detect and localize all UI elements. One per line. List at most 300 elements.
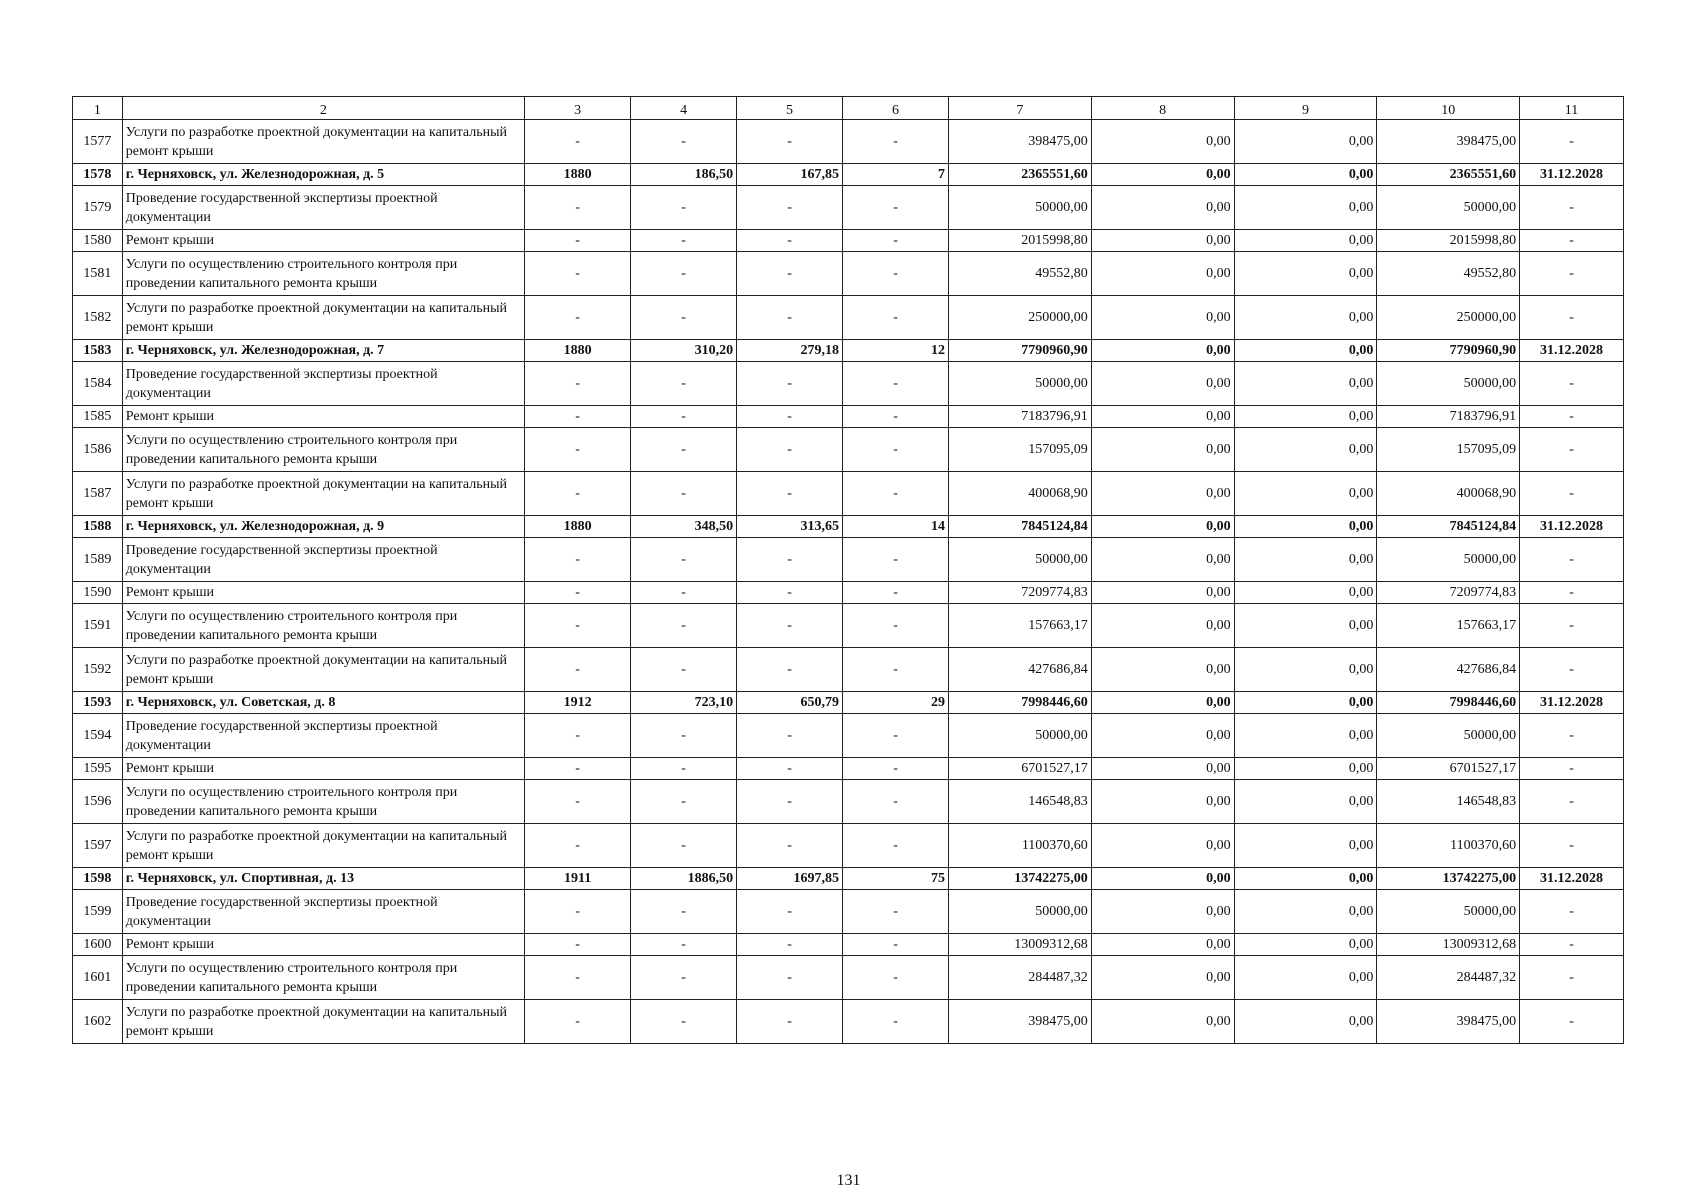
column-header: 3 — [525, 97, 631, 120]
name-cell: Услуги по осуществлению строительного контроля при проведении капитального ремонта крыши — [122, 252, 524, 296]
col11-cell: 31.12.2028 — [1520, 516, 1624, 538]
row-number-cell: 1602 — [73, 1000, 123, 1044]
col3-cell: - — [525, 362, 631, 406]
col8-cell: 0,00 — [1091, 890, 1234, 934]
table-row — [73, 604, 1624, 648]
table-row — [73, 648, 1624, 692]
col11-cell: - — [1520, 230, 1624, 252]
col9-cell: 0,00 — [1234, 1000, 1377, 1044]
address-row — [73, 692, 1624, 714]
col11-cell: - — [1520, 472, 1624, 516]
col5-cell: - — [737, 296, 843, 340]
col4-cell: - — [631, 120, 737, 164]
col8-cell: 0,00 — [1091, 758, 1234, 780]
col10-cell: 398475,00 — [1377, 1000, 1520, 1044]
col8-cell: 0,00 — [1091, 780, 1234, 824]
col9-cell: 0,00 — [1234, 538, 1377, 582]
col4-cell: 723,10 — [631, 692, 737, 714]
col8-cell: 0,00 — [1091, 868, 1234, 890]
col9-cell: 0,00 — [1234, 340, 1377, 362]
col3-cell: - — [525, 824, 631, 868]
col7-cell: 2365551,60 — [949, 164, 1092, 186]
table-row — [73, 296, 1624, 340]
col3-cell: - — [525, 186, 631, 230]
col8-cell: 0,00 — [1091, 340, 1234, 362]
col11-cell: - — [1520, 758, 1624, 780]
col5-cell: - — [737, 890, 843, 934]
col10-cell: 7790960,90 — [1377, 340, 1520, 362]
col5-cell: 167,85 — [737, 164, 843, 186]
col11-cell: 31.12.2028 — [1520, 340, 1624, 362]
col4-cell: - — [631, 296, 737, 340]
col9-cell: 0,00 — [1234, 582, 1377, 604]
col3-cell: - — [525, 230, 631, 252]
table-body — [73, 120, 1624, 1044]
col4-cell: 348,50 — [631, 516, 737, 538]
table-row — [73, 714, 1624, 758]
table-row — [73, 120, 1624, 164]
row-number-cell: 1580 — [73, 230, 123, 252]
col9-cell: 0,00 — [1234, 428, 1377, 472]
table-row — [73, 1000, 1624, 1044]
col4-cell: - — [631, 890, 737, 934]
col5-cell: - — [737, 362, 843, 406]
col11-cell: - — [1520, 824, 1624, 868]
name-cell: Услуги по осуществлению строительного контроля при проведении капитального ремонта крыши — [122, 604, 524, 648]
col5-cell: - — [737, 252, 843, 296]
col3-cell: - — [525, 472, 631, 516]
col9-cell: 0,00 — [1234, 714, 1377, 758]
name-cell: Проведение государственной экспертизы проектной документации — [122, 538, 524, 582]
column-header: 6 — [843, 97, 949, 120]
col6-cell: - — [843, 252, 949, 296]
table-row — [73, 890, 1624, 934]
col11-cell: - — [1520, 538, 1624, 582]
col9-cell: 0,00 — [1234, 780, 1377, 824]
col5-cell: - — [737, 604, 843, 648]
col11-cell: - — [1520, 582, 1624, 604]
col6-cell: 14 — [843, 516, 949, 538]
col6-cell: - — [843, 758, 949, 780]
name-cell: г. Черняховск, ул. Железнодорожная, д. 9 — [122, 516, 524, 538]
col5-cell: - — [737, 824, 843, 868]
col6-cell: - — [843, 120, 949, 164]
col7-cell: 50000,00 — [949, 714, 1092, 758]
col5-cell: 650,79 — [737, 692, 843, 714]
header-row — [73, 97, 1624, 120]
name-cell: Услуги по разработке проектной документации на капитальный ремонт крыши — [122, 120, 524, 164]
name-cell: Услуги по разработке проектной документации на капитальный ремонт крыши — [122, 824, 524, 868]
col9-cell: 0,00 — [1234, 252, 1377, 296]
col10-cell: 50000,00 — [1377, 186, 1520, 230]
col6-cell: - — [843, 428, 949, 472]
col8-cell: 0,00 — [1091, 120, 1234, 164]
col10-cell: 250000,00 — [1377, 296, 1520, 340]
column-header: 10 — [1377, 97, 1520, 120]
table-row — [73, 582, 1624, 604]
col5-cell: 313,65 — [737, 516, 843, 538]
column-header: 5 — [737, 97, 843, 120]
col9-cell: 0,00 — [1234, 934, 1377, 956]
name-cell: Услуги по осуществлению строительного контроля при проведении капитального ремонта крыши — [122, 956, 524, 1000]
col7-cell: 250000,00 — [949, 296, 1092, 340]
col10-cell: 7209774,83 — [1377, 582, 1520, 604]
table-row — [73, 780, 1624, 824]
row-number-cell: 1589 — [73, 538, 123, 582]
col7-cell: 6701527,17 — [949, 758, 1092, 780]
name-cell: г. Черняховск, ул. Железнодорожная, д. 7 — [122, 340, 524, 362]
col7-cell: 50000,00 — [949, 362, 1092, 406]
col8-cell: 0,00 — [1091, 538, 1234, 582]
col5-cell: 1697,85 — [737, 868, 843, 890]
column-header: 8 — [1091, 97, 1234, 120]
row-number-cell: 1597 — [73, 824, 123, 868]
col9-cell: 0,00 — [1234, 758, 1377, 780]
col3-cell: - — [525, 758, 631, 780]
col11-cell: - — [1520, 780, 1624, 824]
name-cell: Проведение государственной экспертизы проектной документации — [122, 362, 524, 406]
col10-cell: 1100370,60 — [1377, 824, 1520, 868]
col6-cell: 12 — [843, 340, 949, 362]
col6-cell: - — [843, 890, 949, 934]
name-cell: Проведение государственной экспертизы проектной документации — [122, 714, 524, 758]
col4-cell: - — [631, 956, 737, 1000]
col4-cell: - — [631, 604, 737, 648]
name-cell: Услуги по осуществлению строительного контроля при проведении капитального ремонта крыши — [122, 780, 524, 824]
col6-cell: - — [843, 648, 949, 692]
col4-cell: - — [631, 362, 737, 406]
col10-cell: 2015998,80 — [1377, 230, 1520, 252]
col6-cell: - — [843, 472, 949, 516]
col7-cell: 50000,00 — [949, 538, 1092, 582]
col11-cell: - — [1520, 648, 1624, 692]
table-row — [73, 186, 1624, 230]
col9-cell: 0,00 — [1234, 956, 1377, 1000]
col8-cell: 0,00 — [1091, 956, 1234, 1000]
col6-cell: 29 — [843, 692, 949, 714]
col10-cell: 284487,32 — [1377, 956, 1520, 1000]
col7-cell: 50000,00 — [949, 890, 1092, 934]
col9-cell: 0,00 — [1234, 824, 1377, 868]
col4-cell: - — [631, 824, 737, 868]
col11-cell: - — [1520, 406, 1624, 428]
col6-cell: - — [843, 1000, 949, 1044]
col11-cell: - — [1520, 1000, 1624, 1044]
col10-cell: 146548,83 — [1377, 780, 1520, 824]
col3-cell: 1912 — [525, 692, 631, 714]
col9-cell: 0,00 — [1234, 164, 1377, 186]
col6-cell: - — [843, 582, 949, 604]
col9-cell: 0,00 — [1234, 868, 1377, 890]
col10-cell: 157095,09 — [1377, 428, 1520, 472]
col6-cell: - — [843, 362, 949, 406]
column-header: 11 — [1520, 97, 1624, 120]
col11-cell: - — [1520, 186, 1624, 230]
col11-cell: 31.12.2028 — [1520, 164, 1624, 186]
col3-cell: - — [525, 582, 631, 604]
col9-cell: 0,00 — [1234, 692, 1377, 714]
col3-cell: - — [525, 1000, 631, 1044]
col8-cell: 0,00 — [1091, 406, 1234, 428]
col5-cell: - — [737, 934, 843, 956]
col4-cell: - — [631, 252, 737, 296]
col10-cell: 7183796,91 — [1377, 406, 1520, 428]
col9-cell: 0,00 — [1234, 890, 1377, 934]
col3-cell: - — [525, 648, 631, 692]
col7-cell: 284487,32 — [949, 956, 1092, 1000]
col3-cell: - — [525, 714, 631, 758]
col4-cell: - — [631, 538, 737, 582]
row-number-cell: 1590 — [73, 582, 123, 604]
col4-cell: 186,50 — [631, 164, 737, 186]
col6-cell: - — [843, 604, 949, 648]
col11-cell: - — [1520, 252, 1624, 296]
col6-cell: - — [843, 296, 949, 340]
col9-cell: 0,00 — [1234, 230, 1377, 252]
name-cell: Услуги по разработке проектной документации на капитальный ремонт крыши — [122, 648, 524, 692]
col4-cell: - — [631, 472, 737, 516]
table-row — [73, 538, 1624, 582]
row-number-cell: 1583 — [73, 340, 123, 362]
row-number-cell: 1591 — [73, 604, 123, 648]
col4-cell: - — [631, 780, 737, 824]
col6-cell: - — [843, 780, 949, 824]
row-number-cell: 1592 — [73, 648, 123, 692]
row-number-cell: 1579 — [73, 186, 123, 230]
col4-cell: - — [631, 714, 737, 758]
col11-cell: - — [1520, 296, 1624, 340]
row-number-cell: 1595 — [73, 758, 123, 780]
name-cell: Ремонт крыши — [122, 406, 524, 428]
col10-cell: 49552,80 — [1377, 252, 1520, 296]
table-row — [73, 428, 1624, 472]
row-number-cell: 1577 — [73, 120, 123, 164]
col8-cell: 0,00 — [1091, 1000, 1234, 1044]
col3-cell: - — [525, 934, 631, 956]
col10-cell: 50000,00 — [1377, 538, 1520, 582]
col9-cell: 0,00 — [1234, 362, 1377, 406]
row-number-cell: 1585 — [73, 406, 123, 428]
col3-cell: - — [525, 890, 631, 934]
col11-cell: 31.12.2028 — [1520, 868, 1624, 890]
name-cell: Проведение государственной экспертизы проектной документации — [122, 186, 524, 230]
col11-cell: 31.12.2028 — [1520, 692, 1624, 714]
col9-cell: 0,00 — [1234, 120, 1377, 164]
col6-cell: - — [843, 934, 949, 956]
col7-cell: 7790960,90 — [949, 340, 1092, 362]
col6-cell: 75 — [843, 868, 949, 890]
col8-cell: 0,00 — [1091, 824, 1234, 868]
col4-cell: - — [631, 1000, 737, 1044]
col4-cell: - — [631, 186, 737, 230]
capital-repair-table — [72, 96, 1624, 1044]
col8-cell: 0,00 — [1091, 582, 1234, 604]
col7-cell: 398475,00 — [949, 120, 1092, 164]
col8-cell: 0,00 — [1091, 934, 1234, 956]
col8-cell: 0,00 — [1091, 164, 1234, 186]
name-cell: г. Черняховск, ул. Спортивная, д. 13 — [122, 868, 524, 890]
row-number-cell: 1593 — [73, 692, 123, 714]
col10-cell: 157663,17 — [1377, 604, 1520, 648]
col5-cell: - — [737, 758, 843, 780]
name-cell: Ремонт крыши — [122, 230, 524, 252]
row-number-cell: 1584 — [73, 362, 123, 406]
col10-cell: 13009312,68 — [1377, 934, 1520, 956]
col9-cell: 0,00 — [1234, 296, 1377, 340]
col3-cell: - — [525, 406, 631, 428]
name-cell: Ремонт крыши — [122, 758, 524, 780]
col6-cell: 7 — [843, 164, 949, 186]
col10-cell: 7845124,84 — [1377, 516, 1520, 538]
col5-cell: - — [737, 406, 843, 428]
col5-cell: - — [737, 120, 843, 164]
col4-cell: - — [631, 934, 737, 956]
col4-cell: - — [631, 648, 737, 692]
col5-cell: - — [737, 428, 843, 472]
col5-cell: 279,18 — [737, 340, 843, 362]
col8-cell: 0,00 — [1091, 362, 1234, 406]
col7-cell: 427686,84 — [949, 648, 1092, 692]
col3-cell: - — [525, 120, 631, 164]
col7-cell: 7845124,84 — [949, 516, 1092, 538]
col10-cell: 6701527,17 — [1377, 758, 1520, 780]
row-number-cell: 1581 — [73, 252, 123, 296]
name-cell: г. Черняховск, ул. Советская, д. 8 — [122, 692, 524, 714]
col8-cell: 0,00 — [1091, 230, 1234, 252]
col9-cell: 0,00 — [1234, 472, 1377, 516]
col7-cell: 7998446,60 — [949, 692, 1092, 714]
col6-cell: - — [843, 824, 949, 868]
col3-cell: - — [525, 604, 631, 648]
name-cell: г. Черняховск, ул. Железнодорожная, д. 5 — [122, 164, 524, 186]
col7-cell: 398475,00 — [949, 1000, 1092, 1044]
col10-cell: 427686,84 — [1377, 648, 1520, 692]
row-number-cell: 1582 — [73, 296, 123, 340]
table-row — [73, 956, 1624, 1000]
col8-cell: 0,00 — [1091, 252, 1234, 296]
col10-cell: 13742275,00 — [1377, 868, 1520, 890]
col5-cell: - — [737, 538, 843, 582]
col3-cell: - — [525, 296, 631, 340]
page-number: 131 — [836, 1172, 861, 1189]
col4-cell: - — [631, 230, 737, 252]
row-number-cell: 1601 — [73, 956, 123, 1000]
col3-cell: 1911 — [525, 868, 631, 890]
column-header: 9 — [1234, 97, 1377, 120]
col9-cell: 0,00 — [1234, 516, 1377, 538]
table-row — [73, 230, 1624, 252]
col7-cell: 157663,17 — [949, 604, 1092, 648]
row-number-cell: 1596 — [73, 780, 123, 824]
col6-cell: - — [843, 538, 949, 582]
col3-cell: 1880 — [525, 164, 631, 186]
table-row — [73, 406, 1624, 428]
col6-cell: - — [843, 956, 949, 1000]
col8-cell: 0,00 — [1091, 692, 1234, 714]
row-number-cell: 1598 — [73, 868, 123, 890]
column-header: 4 — [631, 97, 737, 120]
col11-cell: - — [1520, 934, 1624, 956]
col8-cell: 0,00 — [1091, 516, 1234, 538]
col6-cell: - — [843, 714, 949, 758]
col6-cell: - — [843, 186, 949, 230]
col8-cell: 0,00 — [1091, 648, 1234, 692]
row-number-cell: 1594 — [73, 714, 123, 758]
col3-cell: - — [525, 956, 631, 1000]
col7-cell: 13742275,00 — [949, 868, 1092, 890]
col6-cell: - — [843, 406, 949, 428]
col7-cell: 2015998,80 — [949, 230, 1092, 252]
col5-cell: - — [737, 230, 843, 252]
col7-cell: 1100370,60 — [949, 824, 1092, 868]
col11-cell: - — [1520, 714, 1624, 758]
col11-cell: - — [1520, 362, 1624, 406]
column-header: 7 — [949, 97, 1092, 120]
table-row — [73, 934, 1624, 956]
col10-cell: 7998446,60 — [1377, 692, 1520, 714]
col4-cell: - — [631, 758, 737, 780]
col5-cell: - — [737, 186, 843, 230]
col7-cell: 157095,09 — [949, 428, 1092, 472]
col3-cell: 1880 — [525, 516, 631, 538]
col3-cell: - — [525, 780, 631, 824]
col11-cell: - — [1520, 428, 1624, 472]
col3-cell: 1880 — [525, 340, 631, 362]
col8-cell: 0,00 — [1091, 472, 1234, 516]
col10-cell: 2365551,60 — [1377, 164, 1520, 186]
col9-cell: 0,00 — [1234, 186, 1377, 230]
address-row — [73, 340, 1624, 362]
table-row — [73, 824, 1624, 868]
column-header: 2 — [122, 97, 524, 120]
col4-cell: - — [631, 428, 737, 472]
col10-cell: 398475,00 — [1377, 120, 1520, 164]
col11-cell: - — [1520, 890, 1624, 934]
address-row — [73, 868, 1624, 890]
col5-cell: - — [737, 956, 843, 1000]
col7-cell: 49552,80 — [949, 252, 1092, 296]
col4-cell: 310,20 — [631, 340, 737, 362]
address-row — [73, 516, 1624, 538]
row-number-cell: 1588 — [73, 516, 123, 538]
col8-cell: 0,00 — [1091, 714, 1234, 758]
name-cell: Проведение государственной экспертизы проектной документации — [122, 890, 524, 934]
row-number-cell: 1600 — [73, 934, 123, 956]
col10-cell: 50000,00 — [1377, 362, 1520, 406]
col8-cell: 0,00 — [1091, 186, 1234, 230]
address-row — [73, 164, 1624, 186]
col8-cell: 0,00 — [1091, 296, 1234, 340]
col3-cell: - — [525, 252, 631, 296]
col5-cell: - — [737, 582, 843, 604]
col6-cell: - — [843, 230, 949, 252]
col4-cell: 1886,50 — [631, 868, 737, 890]
col7-cell: 146548,83 — [949, 780, 1092, 824]
name-cell: Услуги по разработке проектной документации на капитальный ремонт крыши — [122, 1000, 524, 1044]
col7-cell: 13009312,68 — [949, 934, 1092, 956]
table-row — [73, 472, 1624, 516]
col10-cell: 50000,00 — [1377, 714, 1520, 758]
col11-cell: - — [1520, 120, 1624, 164]
name-cell: Ремонт крыши — [122, 934, 524, 956]
col11-cell: - — [1520, 604, 1624, 648]
col9-cell: 0,00 — [1234, 604, 1377, 648]
row-number-cell: 1587 — [73, 472, 123, 516]
row-number-cell: 1578 — [73, 164, 123, 186]
col5-cell: - — [737, 714, 843, 758]
table-row — [73, 362, 1624, 406]
name-cell: Услуги по разработке проектной документации на капитальный ремонт крыши — [122, 472, 524, 516]
